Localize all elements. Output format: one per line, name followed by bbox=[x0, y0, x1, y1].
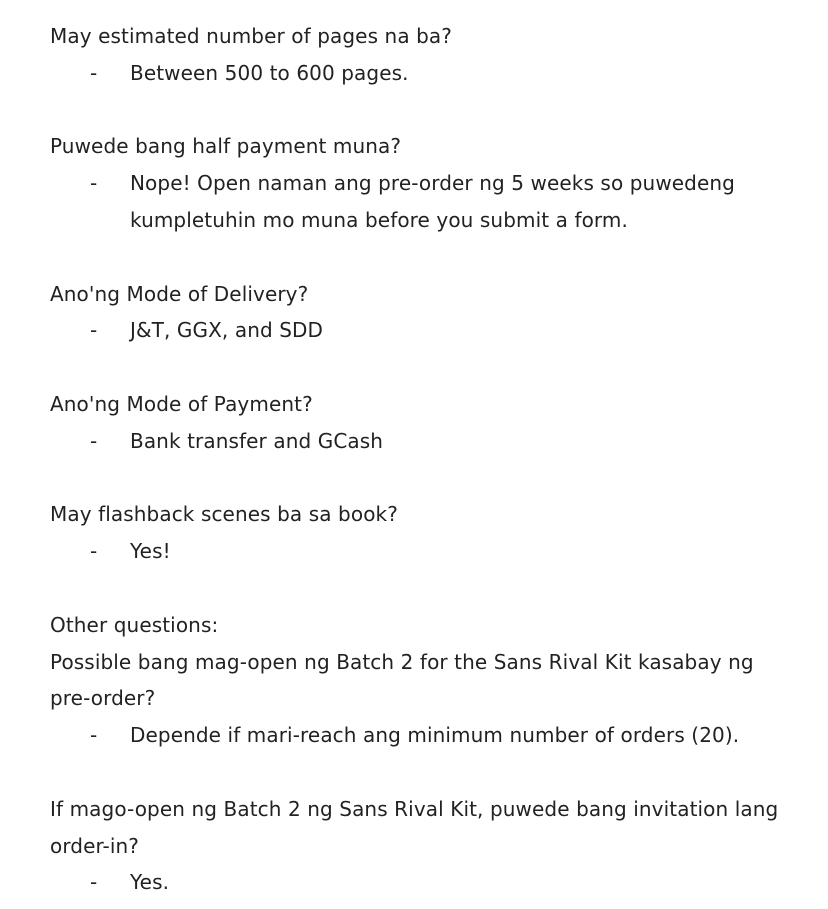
faq-answer-2-continued bbox=[50, 202, 780, 239]
faq-question-6: Possible bang mag-open ng Batch 2 for the Sans Rival Kit kasabay ng bbox=[50, 649, 754, 674]
answer-text: Depende if mari-reach ang minimum number of orders (20). bbox=[130, 723, 740, 748]
answer-text: Nope! Open naman ang pre-order ng 5 weeks so puwedeng bbox=[130, 171, 735, 196]
spacer bbox=[50, 754, 780, 791]
faq-answer-6 bbox=[50, 717, 780, 754]
faq-question-3: Ano'ng Mode of Delivery? bbox=[50, 281, 309, 306]
answer-text: Yes. bbox=[130, 870, 170, 895]
bullet-dash: - bbox=[90, 539, 98, 564]
answer-text: Yes! bbox=[130, 539, 171, 564]
bullet-dash: - bbox=[90, 428, 98, 453]
faq-answer-7 bbox=[50, 864, 780, 901]
faq-answer-1 bbox=[50, 55, 780, 92]
answer-text: Bank transfer and GCash bbox=[130, 428, 384, 453]
bullet-dash: - bbox=[90, 171, 98, 196]
bullet-dash: - bbox=[90, 870, 98, 895]
spacer bbox=[50, 239, 780, 276]
faq-answer-3 bbox=[50, 312, 780, 349]
faq-question-6-continued: pre-order? bbox=[50, 686, 156, 711]
answer-text: J&T, GGX, and SDD bbox=[130, 318, 324, 343]
section-heading-other-questions: Other questions: bbox=[50, 612, 219, 637]
bullet-dash: - bbox=[90, 318, 98, 343]
faq-answer-4 bbox=[50, 423, 780, 460]
faq-question-7: If mago-open ng Batch 2 ng Sans Rival Kit, puwede bang invitation lang bbox=[50, 796, 779, 821]
faq-question-7-continued: order-in? bbox=[50, 833, 140, 858]
bullet-dash: - bbox=[90, 60, 98, 85]
faq-document bbox=[50, 18, 780, 901]
spacer bbox=[50, 349, 780, 386]
spacer bbox=[50, 92, 780, 129]
faq-question-2: Puwede bang half payment muna? bbox=[50, 134, 402, 159]
faq-answer-2 bbox=[50, 165, 780, 202]
faq-answer-5 bbox=[50, 533, 780, 570]
faq-question-1: May estimated number of pages na ba? bbox=[50, 24, 452, 48]
spacer bbox=[50, 460, 780, 497]
bullet-dash: - bbox=[90, 723, 98, 748]
spacer bbox=[50, 570, 780, 607]
faq-question-4: Ano'ng Mode of Payment? bbox=[50, 391, 313, 416]
answer-text: kumpletuhin mo muna before you submit a form. bbox=[130, 207, 628, 232]
answer-text: Between 500 to 600 pages. bbox=[130, 60, 409, 85]
faq-question-5: May flashback scenes ba sa book? bbox=[50, 502, 398, 527]
